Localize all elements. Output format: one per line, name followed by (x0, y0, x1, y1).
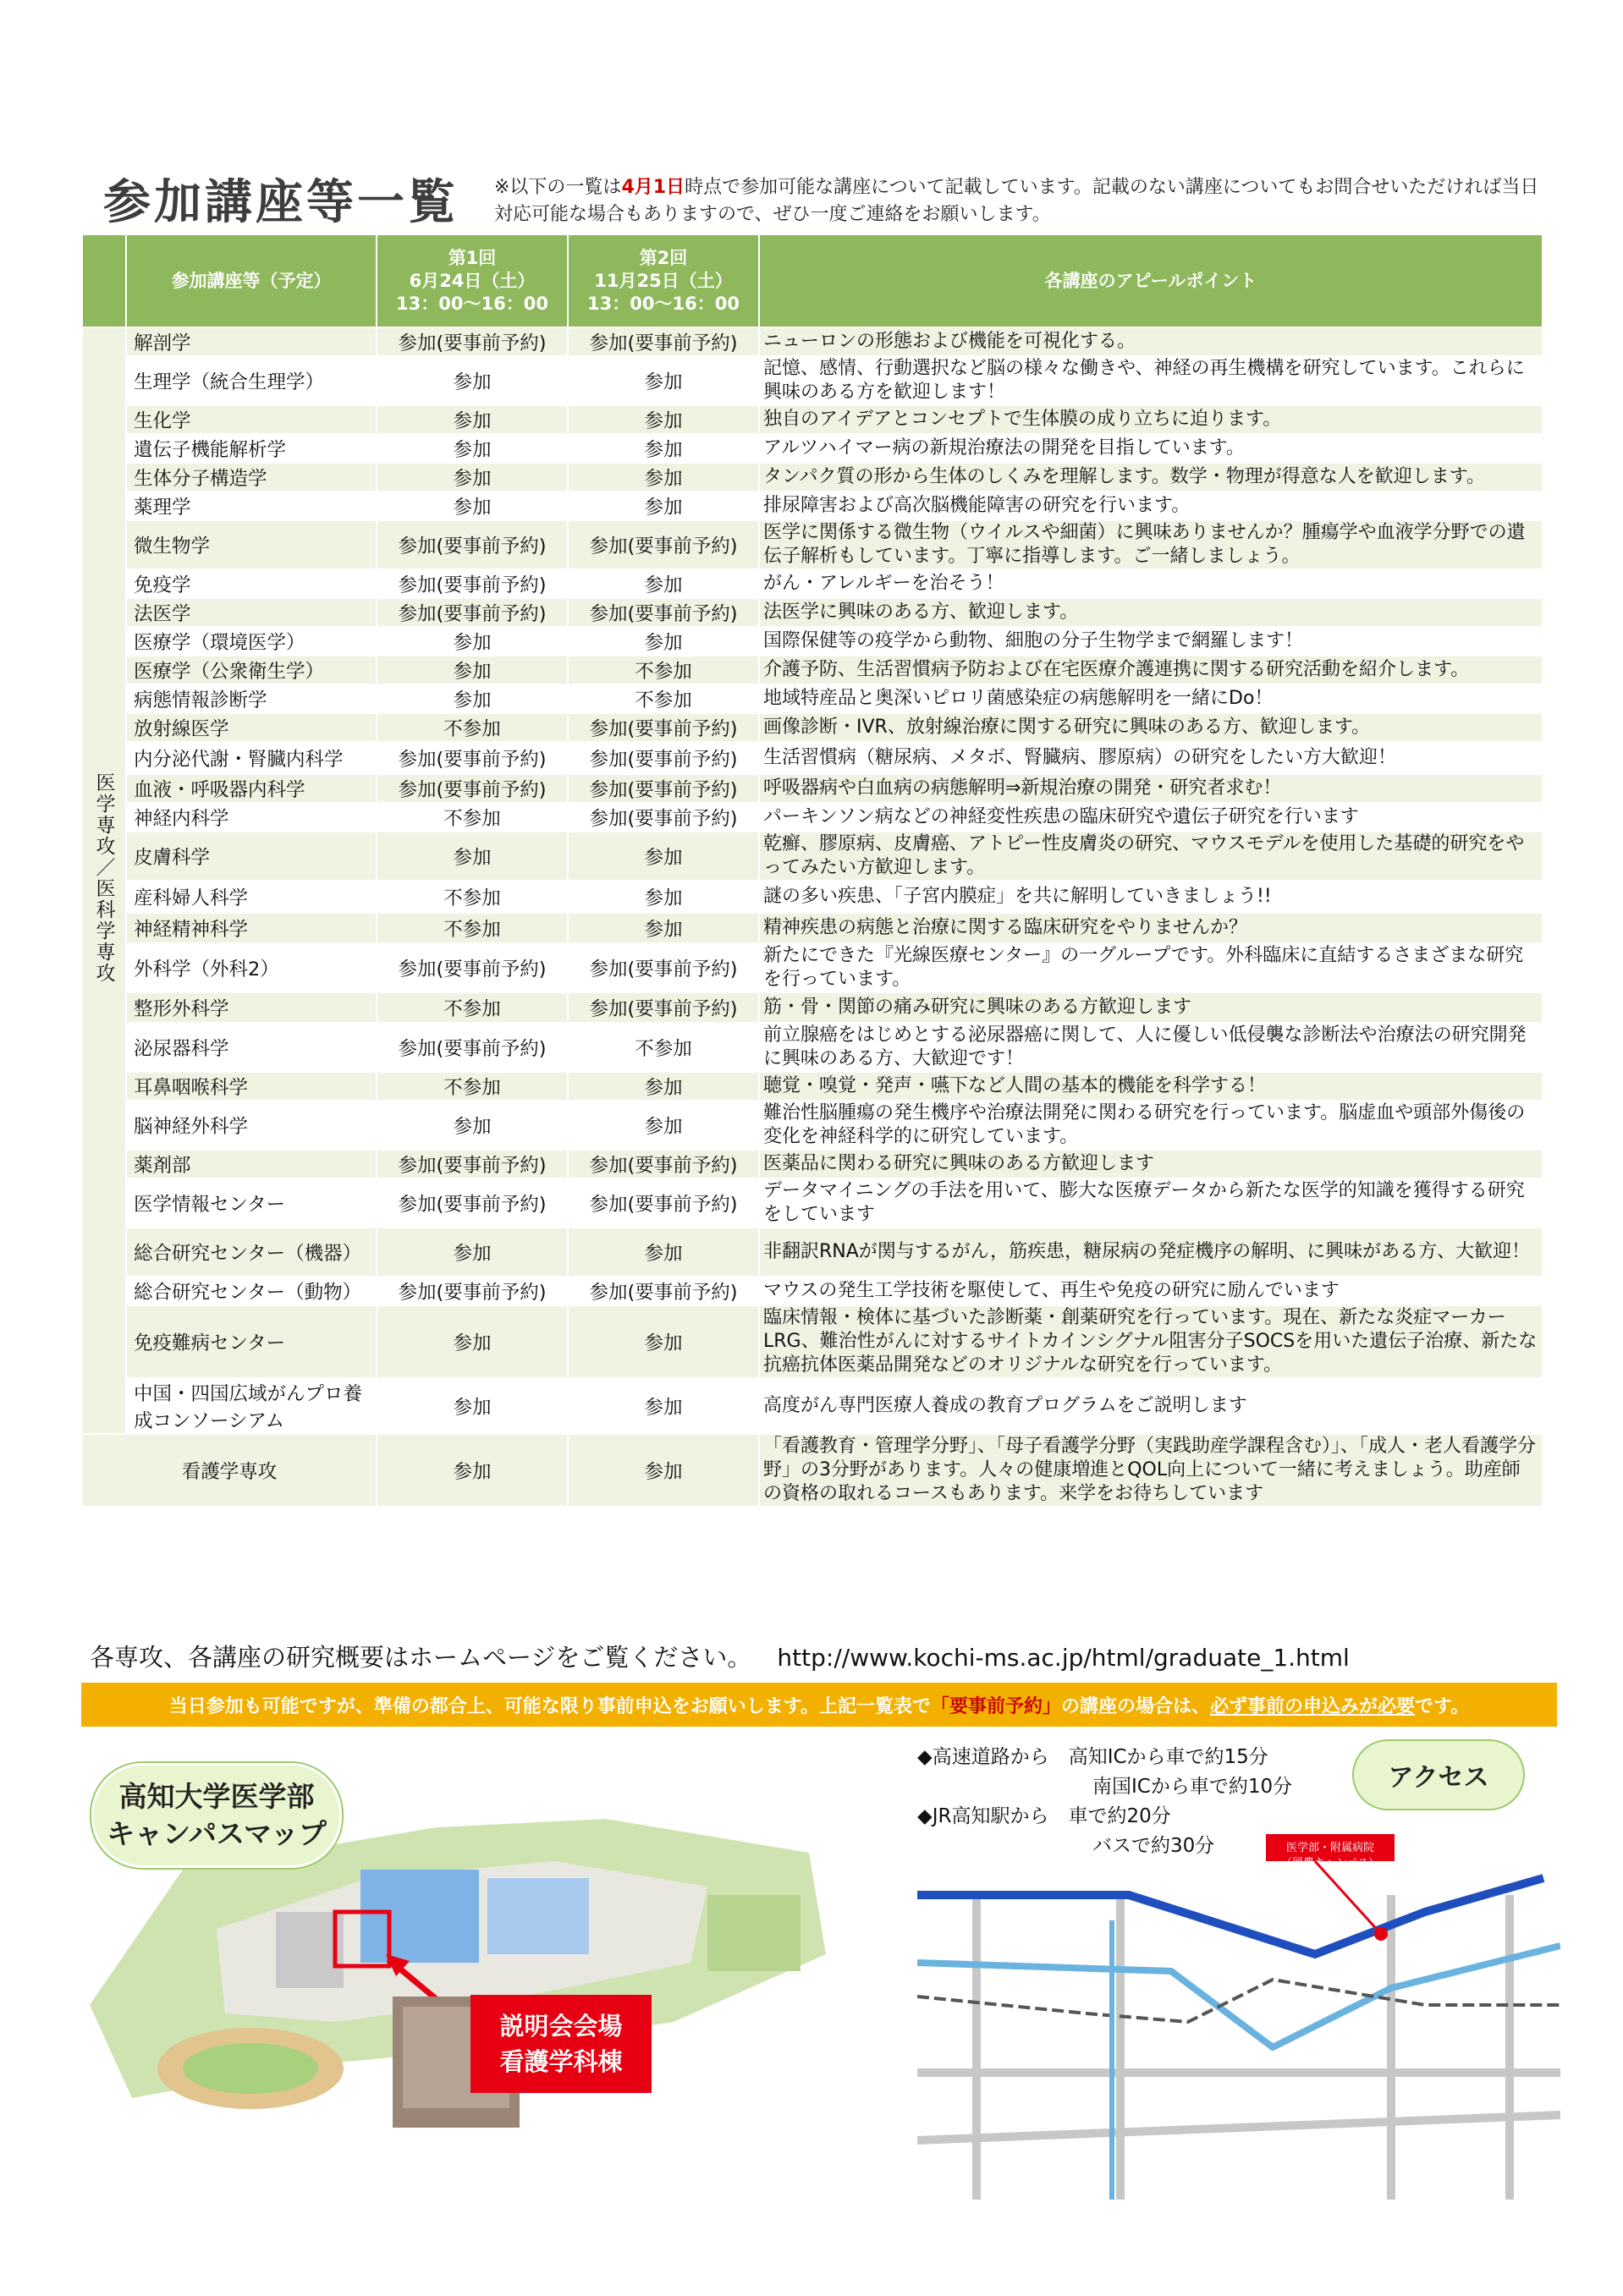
course-name: 神経内科学 (126, 803, 377, 832)
course-name: 放射線医学 (126, 713, 377, 742)
table-row (82, 992, 1543, 1023)
appeal-text: 高度がん専門医療人養成の教育プログラムをご説明します (759, 1378, 1543, 1434)
session1-status: 参加 (377, 832, 568, 881)
appeal-text: 法医学に興味のある方、歓迎します。 (759, 598, 1543, 627)
course-name: 病態情報診断学 (126, 684, 377, 713)
appeal-text: 画像診断・IVR、放射線治療に関する研究に興味のある方、歓迎します。 (759, 713, 1543, 742)
appeal-text: 排尿障害および高次脳機能障害の研究を行います。 (759, 492, 1543, 520)
appeal-text: 臨床情報・検体に基づいた診断薬・創薬研究を行っています。現在、新たな炎症マーカーLRG、難治性がんに対するサイトカインシグナル阻害分子SOCSを用いた遺伝子治療、新たな抗癌抗体医薬品開発などのオリジナルな研究を行っています。 (759, 1305, 1543, 1378)
banner-underline: 必ず事前の申込みが必要 (1210, 1695, 1416, 1717)
course-name: 内分泌代謝・腎臓内科学 (126, 742, 377, 774)
campus-map-label (91, 1763, 342, 1868)
table-row (82, 774, 1543, 803)
appeal-text: 「看護教育・管理学分野」、「母子看護学分野（実践助産学課程含む）」、「成人・老人看護学分野」の3分野があります。人々の健康増進とQOL向上について一緒に考えましょう。助産師の資格の取れるコースもあります。来学をお待ちしています (759, 1434, 1543, 1507)
table-row (82, 327, 1543, 356)
notice-banner (81, 1683, 1557, 1727)
appeal-text: 前立腺癌をはじめとする泌尿器癌に関して、人に優しい低侵襲な診断法や治療法の研究開発に興味のある方、大歓迎です！ (759, 1023, 1543, 1072)
course-name: 外科学（外科2） (126, 943, 377, 992)
venue-label-line1: 説明会会場 (499, 2012, 623, 2041)
session1-status: 不参加 (377, 881, 568, 913)
session2-date: 11月25日（土） (594, 270, 733, 291)
session2-status: 参加 (568, 1305, 759, 1378)
session2-time: 13：00～16：00 (587, 293, 740, 314)
table-row (82, 569, 1543, 598)
appeal-text: 非翻訳RNAが関与するがん，筋疾患，糖尿病の発症機序の解明、に興味がある方、大歓迎！ (759, 1228, 1543, 1277)
session2-status: 不参加 (568, 656, 759, 684)
banner-highlight: 「要事前予約」 (930, 1695, 1061, 1717)
session1-status: 参加(要事前予約) (377, 1150, 568, 1178)
header-appeal: 各講座のアピールポイント (759, 234, 1543, 327)
access-title: アクセス (1354, 1741, 1523, 1809)
venue-label (470, 1995, 652, 2093)
table-row (82, 1072, 1543, 1101)
session2-status: 参加 (568, 1228, 759, 1277)
course-name: 生化学 (126, 405, 377, 434)
session1-status: 参加(要事前予約) (377, 520, 568, 569)
session1-status: 参加 (377, 463, 568, 492)
session1-status: 参加(要事前予約) (377, 774, 568, 803)
course-name: 脳神経外科学 (126, 1101, 377, 1150)
table-row (82, 713, 1543, 742)
session2-status: 参加 (568, 1434, 759, 1507)
table-row (82, 943, 1543, 992)
notice-date: 4月1日 (621, 177, 685, 198)
session1-status: 参加 (377, 434, 568, 463)
appeal-text: 精神疾患の病態と治療に関する臨床研究をやりませんか？ (759, 913, 1543, 943)
session2-status: 参加(要事前予約) (568, 992, 759, 1023)
appeal-text: パーキンソン病などの神経変性疾患の臨床研究や遺伝子研究を行います (759, 803, 1543, 832)
session1-status: 参加 (377, 1101, 568, 1150)
table-row (82, 1305, 1543, 1378)
header-course: 参加講座等（予定） (126, 234, 377, 327)
session1-date: 6月24日（土） (409, 270, 536, 291)
table-row (82, 434, 1543, 463)
session2-status: 参加(要事前予約) (568, 742, 759, 774)
table-row (82, 405, 1543, 434)
course-name: 医療学（公衆衛生学） (126, 656, 377, 684)
table-header-row (82, 234, 1543, 327)
course-name: 免疫学 (126, 569, 377, 598)
course-name: 遺伝子機能解析学 (126, 434, 377, 463)
session2-status: 不参加 (568, 684, 759, 713)
table-row (82, 656, 1543, 684)
course-name: 総合研究センター（機器） (126, 1228, 377, 1277)
table-row-nursing (82, 1434, 1543, 1507)
appeal-text: 新たにできた『光線医療センター』の一グループです。外科臨床に直結するさまざまな研究を行っています。 (759, 943, 1543, 992)
session1-status: 不参加 (377, 913, 568, 943)
session1-status: 不参加 (377, 803, 568, 832)
course-name: 耳鼻咽喉科学 (126, 1072, 377, 1101)
course-name: 薬理学 (126, 492, 377, 520)
table-row (82, 913, 1543, 943)
session2-status: 参加 (568, 463, 759, 492)
group-label-medical: 医学専攻／医科学専攻 (92, 772, 115, 984)
session1-status: 参加 (377, 627, 568, 656)
session2-status: 参加 (568, 1101, 759, 1150)
homepage-url[interactable]: http://www.kochi-ms.ac.jp/html/graduate_1.html (777, 1644, 1350, 1672)
course-name: 医学情報センター (126, 1178, 377, 1228)
course-name: 血液・呼吸器内科学 (126, 774, 377, 803)
course-table (81, 233, 1543, 1508)
table-row (82, 803, 1543, 832)
session1-status: 参加 (377, 405, 568, 434)
course-name: 医療学（環境医学） (126, 627, 377, 656)
course-name: 泌尿器科学 (126, 1023, 377, 1072)
session2-status: 参加(要事前予約) (568, 327, 759, 356)
table-row (82, 1023, 1543, 1072)
session2-status: 参加(要事前予約) (568, 943, 759, 992)
notice-part1: ※以下の一覧は (494, 177, 622, 198)
course-name: 生体分子構造学 (126, 463, 377, 492)
session1-status: 参加 (377, 356, 568, 405)
session2-status: 参加(要事前予約) (568, 803, 759, 832)
table-row (82, 742, 1543, 774)
appeal-text: 乾癬、膠原病、皮膚癌、アトピー性皮膚炎の研究、マウスモデルを使用した基礎的研究をやってみたい方歓迎します。 (759, 832, 1543, 881)
session1-time: 13：00～16：00 (396, 293, 548, 314)
session2-status: 不参加 (568, 1023, 759, 1072)
banner-part3: です。 (1415, 1695, 1470, 1717)
session1-status: 参加(要事前予約) (377, 1178, 568, 1228)
group-cell-medical (82, 327, 126, 1434)
session1-status: 参加(要事前予約) (377, 327, 568, 356)
session2-status: 参加(要事前予約) (568, 713, 759, 742)
appeal-text: 謎の多い疾患、「子宮内膜症」を共に解明していきましょう!! (759, 881, 1543, 913)
header-session1 (377, 234, 568, 327)
banner-part2: の講座の場合は、 (1060, 1695, 1210, 1717)
table-row (82, 881, 1543, 913)
session2-label: 第2回 (639, 247, 688, 268)
session2-status: 参加 (568, 1072, 759, 1101)
table-row (82, 598, 1543, 627)
session1-status: 参加 (377, 656, 568, 684)
session2-status: 参加 (568, 627, 759, 656)
appeal-text: 医薬品に関わる研究に興味のある方歓迎します (759, 1150, 1543, 1178)
course-name: 解剖学 (126, 327, 377, 356)
session2-status: 参加 (568, 434, 759, 463)
table-row (82, 356, 1543, 405)
venue-label-line2: 看護学科棟 (499, 2047, 623, 2076)
banner-part1: 当日参加も可能ですが、準備の都合上、可能な限り事前申込をお願いします。上記一覧表で (168, 1695, 931, 1717)
course-name: 生理学（統合生理学） (126, 356, 377, 405)
table-row (82, 1277, 1543, 1305)
session1-status: 参加(要事前予約) (377, 742, 568, 774)
course-name: 薬剤部 (126, 1150, 377, 1178)
appeal-text: がん・アレルギーを治そう！ (759, 569, 1543, 598)
table-row (82, 1378, 1543, 1434)
session2-status: 参加(要事前予約) (568, 774, 759, 803)
table-row (82, 520, 1543, 569)
table-row (82, 463, 1543, 492)
hospital-tag-line1: 医学部・附属病院 (1285, 1842, 1374, 1854)
table-row (82, 627, 1543, 656)
session1-label: 第1回 (448, 247, 497, 268)
session1-status: 不参加 (377, 713, 568, 742)
session2-status: 参加(要事前予約) (568, 598, 759, 627)
session1-status: 参加(要事前予約) (377, 1023, 568, 1072)
session2-status: 参加 (568, 492, 759, 520)
homepage-text: 各専攻、各講座の研究概要はホームページをご覧ください。 (90, 1643, 752, 1672)
session1-status: 参加 (377, 1305, 568, 1378)
appeal-text: 呼吸器病や白血病の病態解明⇒新規治療の開発・研究者求む！ (759, 774, 1543, 803)
course-name: 総合研究センター（動物） (126, 1277, 377, 1305)
campus-label-line2: キャンパスマップ (107, 1817, 327, 1850)
page-title: 参加講座等一覧 (103, 175, 459, 230)
session2-status: 参加 (568, 356, 759, 405)
appeal-text: ニューロンの形態および機能を可視化する。 (759, 327, 1543, 356)
table-row (82, 1228, 1543, 1277)
appeal-text: マウスの発生工学技術を駆使して、再生や免疫の研究に励んでいます (759, 1277, 1543, 1305)
table-row (82, 832, 1543, 881)
notice-part2: 時点で参加可能な講座について記載しています。記載のない講座についてもお問合せいただければ当日対応可能な場合もありますので、ぜひ一度ご連絡をお願いします。 (494, 177, 1539, 225)
appeal-text: 記憶、感情、行動選択など脳の様々な働きや、神経の再生機構を研究しています。これらに興味のある方を歓迎します！ (759, 356, 1543, 405)
header-session2 (568, 234, 759, 327)
table-row (82, 1178, 1543, 1228)
session1-status: 参加(要事前予約) (377, 943, 568, 992)
appeal-text: 独自のアイデアとコンセプトで生体膜の成り立ちに迫ります。 (759, 405, 1543, 434)
session1-status: 参加 (377, 684, 568, 713)
session2-status: 参加 (568, 569, 759, 598)
access-map (917, 1861, 1560, 2200)
course-name: 法医学 (126, 598, 377, 627)
course-name: 免疫難病センター (126, 1305, 377, 1378)
session1-status: 不参加 (377, 992, 568, 1023)
session2-status: 参加 (568, 832, 759, 881)
course-name: 皮膚科学 (126, 832, 377, 881)
notice-text (494, 174, 1543, 228)
table-row (82, 1150, 1543, 1178)
session1-status: 参加(要事前予約) (377, 1277, 568, 1305)
session1-status: 参加(要事前予約) (377, 598, 568, 627)
appeal-text: タンパク質の形から生体のしくみを理解します。数学・物理が得意な人を歓迎します。 (759, 463, 1543, 492)
table-row (82, 684, 1543, 713)
session1-status: 参加 (377, 1378, 568, 1434)
appeal-text: 国際保健等の疫学から動物、細胞の分子生物学まで網羅します！ (759, 627, 1543, 656)
appeal-text: データマイニングの手法を用いて、膨大な医療データから新たな医学的知識を獲得する研究をしています (759, 1178, 1543, 1228)
session2-status: 参加(要事前予約) (568, 520, 759, 569)
course-name: 整形外科学 (126, 992, 377, 1023)
appeal-text: 難治性脳腫瘍の発生機序や治療法開発に関わる研究を行っています。脳虚血や頭部外傷後の変化を神経科学的に研究しています。 (759, 1101, 1543, 1150)
appeal-text: アルツハイマー病の新規治療法の開発を目指しています。 (759, 434, 1543, 463)
access-info: ◆高速道路から 高知ICから車で約15分 南国ICから車で約10分 ◆JR高知駅から 車で約20分 バスで約30分 (917, 1746, 1293, 1857)
session2-status: 参加 (568, 405, 759, 434)
appeal-text: 介護予防、生活習慣病予防および在宅医療介護連携に関する研究活動を紹介します。 (759, 656, 1543, 684)
session2-status: 参加(要事前予約) (568, 1150, 759, 1178)
appeal-text: 生活習慣病（糖尿病、メタボ、腎臓病、膠原病）の研究をしたい方大歓迎！ (759, 742, 1543, 774)
session2-status: 参加(要事前予約) (568, 1277, 759, 1305)
appeal-text: 聴覚・嗅覚・発声・嚥下など人間の基本的機能を科学する！ (759, 1072, 1543, 1101)
appeal-text: 地域特産品と奥深いピロリ菌感染症の病態解明を一緒にDo！ (759, 684, 1543, 713)
course-name: 中国・四国広域がんプロ養成コンソーシアム (126, 1378, 377, 1434)
appeal-text: 医学に関係する微生物（ウイルスや細菌）に興味ありませんか？腫瘍学や血液学分野での遺伝子解析もしています。丁寧に指導します。ご一緒しましょう。 (759, 520, 1543, 569)
homepage-line (90, 1639, 1350, 1673)
course-name: 微生物学 (126, 520, 377, 569)
table-row (82, 1101, 1543, 1150)
appeal-text: 筋・骨・関節の痛み研究に興味のある方歓迎します (759, 992, 1543, 1023)
session2-status: 参加 (568, 913, 759, 943)
course-name: 神経精神科学 (126, 913, 377, 943)
session1-status: 参加 (377, 1434, 568, 1507)
session1-status: 参加 (377, 1228, 568, 1277)
table-row (82, 492, 1543, 520)
session1-status: 不参加 (377, 1072, 568, 1101)
header-group-cell (82, 234, 126, 327)
campus-label-line1: 高知大学医学部 (118, 1780, 315, 1813)
session2-status: 参加 (568, 1378, 759, 1434)
course-name-nursing: 看護学専攻 (82, 1434, 377, 1507)
course-name: 産科婦人科学 (126, 881, 377, 913)
session2-status: 参加 (568, 881, 759, 913)
session2-status: 参加(要事前予約) (568, 1178, 759, 1228)
session1-status: 参加 (377, 492, 568, 520)
session1-status: 参加(要事前予約) (377, 569, 568, 598)
